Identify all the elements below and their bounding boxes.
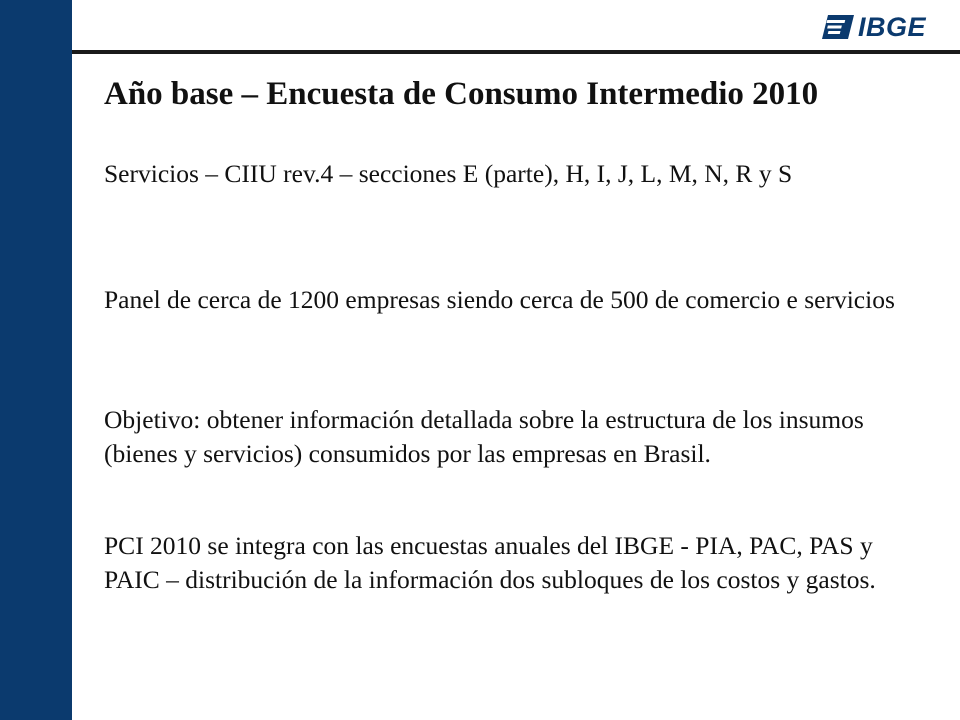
header-divider <box>72 50 960 54</box>
slide-title: Año base – Encuesta de Consumo Intermedio 2010 <box>104 76 819 112</box>
logo-text: IBGE <box>858 12 927 42</box>
paragraph-objective: Objetivo: obtener información detallada sobre la estructura de los insumos (bienes y servicios) consumidos por las empresas en Brasil. <box>104 405 864 468</box>
paragraph-integration: PCI 2010 se integra con las encuestas anuales del IBGE - PIA, PAC, PAS y PAIC – distribución de la información dos subloques de los costos y gastos. <box>104 531 876 594</box>
ibge-logo <box>820 12 926 42</box>
ibge-mark-icon <box>820 13 856 41</box>
left-accent-bar <box>0 0 72 720</box>
paragraph-panel: Panel de cerca de 1200 empresas siendo cerca de 500 de comercio e servicios <box>104 285 895 314</box>
paragraph-services-scope: Servicios – CIIU rev.4 – secciones E (parte), H, I, J, L, M, N, R y S <box>104 159 793 188</box>
